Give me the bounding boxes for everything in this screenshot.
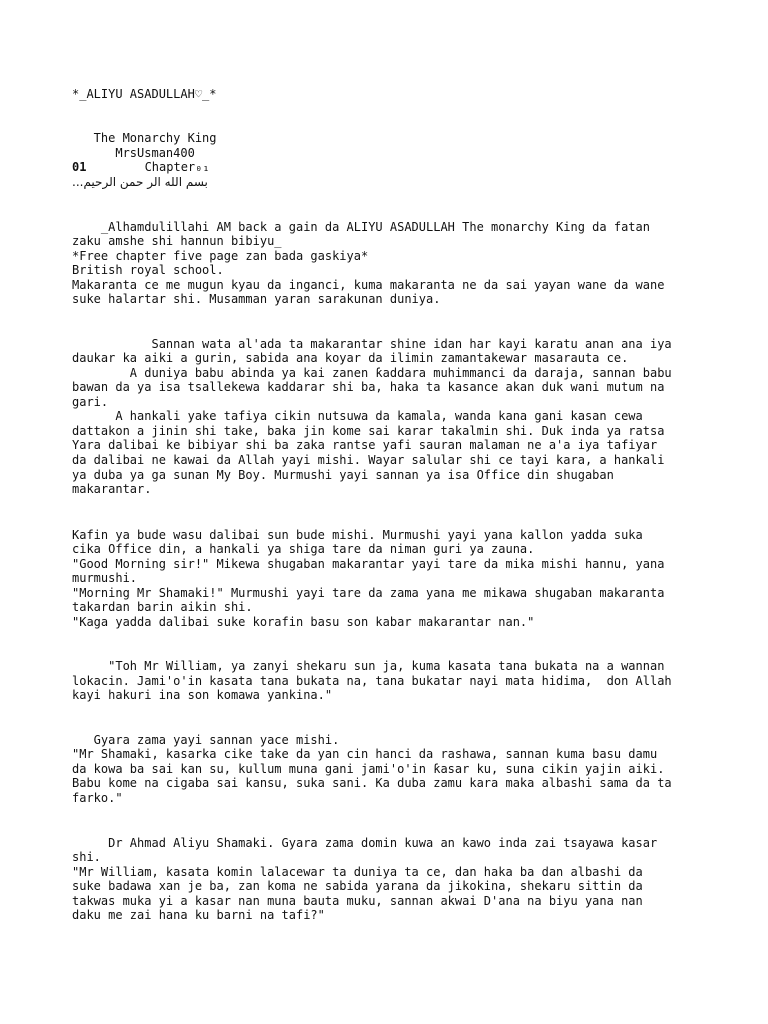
paragraph-line: zaku amshe shi hannun bibiyu_	[72, 234, 282, 248]
paragraph-line: A duniya babu abinda ya kai zanen ƙaddara muhimmanci da daraja, sannan babu	[72, 366, 672, 380]
paragraph-line: "Mr William, kasata komin lalacewar ta duniya ta ce, dan haka ba dan albashi da	[72, 865, 643, 879]
chapter-label: Chapter₀₁	[94, 160, 210, 174]
paragraph-line: murmushi.	[72, 571, 138, 585]
paragraph-line: da dalibai ne kawai da Allah yayi mishi. Wayar salular shi ce tayi kara, a hankali	[72, 453, 665, 467]
paragraph-line: "Toh Mr William, ya zanyi shekaru sun ja, kuma kasata tana bukata na a wannan	[72, 659, 665, 673]
paragraph-line: "Good Morning sir!" Mikewa shugaban makarantar yayi tare da mika mishi hannu, yana	[72, 557, 665, 571]
paragraph-line: Makaranta ce me mugun kyau da inganci, kuma makaranta ne da sai ƴaƴan wane da wane	[72, 278, 665, 292]
paragraph-line: *Free chapter five page zan bada gaskiya*	[72, 249, 369, 263]
paragraph-line: "Mr Shamaki, kasarka cike take da yan cin hanci da rashawa, sannan kuma basu damu	[72, 747, 658, 761]
paragraph-line: "Kaga yadda dalibai suke korafin basu son kabar makarantar nan."	[72, 615, 535, 629]
paragraph-line: "Morning Mr Shamaki!" Murmushi yayi tare da zama yana me mikawa shugaban makaranta	[72, 586, 665, 600]
paragraph-line: farko."	[72, 791, 123, 805]
paragraph-line: takwas muka yi a kasar nan muna bauta muku, sannan akwai D'ana na biyu yana nan	[72, 894, 643, 908]
paragraph-line: gari.	[72, 395, 109, 409]
paragraph-line: daukar ka aiki a gurin, sabida ana koyar da ilimin zamantakewar masarauta ce.	[72, 351, 629, 365]
paragraph-line: British royal school.	[72, 263, 224, 277]
paragraph-line: makarantar.	[72, 482, 152, 496]
paragraph-line: daku me zai hana ku barni na tafi?"	[72, 908, 325, 922]
paragraph-line: takardan barin aikin shi.	[72, 600, 253, 614]
paragraph-line: Sannan wata al'ada ta makarantar shine idan har kayi karatu anan ana iya	[72, 337, 672, 351]
paragraph-line: Babu kome na cigaba sai kansu, suka sani. Ka duba zamu kara maka albashi sama da ta	[72, 776, 672, 790]
paragraph-line: da kowa ba sai kan su, kullum muna gani jami'o'in ƙasar ku, suna cikin yajin aiki.	[72, 762, 665, 776]
author-tag: *_ALIYU ASADULLAH♡_*	[72, 87, 217, 101]
chapter-number: 01	[72, 160, 87, 174]
paragraph-line: shi.	[72, 850, 101, 864]
book-title: The Monarchy King	[72, 131, 217, 145]
paragraph-line: _Alhamdulillahi AM back a gain da ALIYU ASADULLAH The monarchy King da fatan	[72, 220, 650, 234]
paragraph-line: Kafin ya bude wasu dalibai sun bude mishi. Murmushi yayi yana kallon yadda suka	[72, 528, 643, 542]
paragraph-line: dattakon a jinin shi take, baka jin kome sai karar takalmin shi. Duk inda ya ratsa	[72, 424, 665, 438]
paragraph-line: lokacin. Jami'o'in kasata tana bukata na, tana bukatar nayi mata hidima, don Allah	[72, 674, 672, 688]
paragraph-line: suke badawa xan je ba, zan koma ne sabida yarana da jikokina, shekaru sittin da	[72, 879, 643, 893]
paragraph-line: Yara dalibai ke bibiyar shi ba zaka rantse yafi sauran malaman ne a'a iya tafiyar	[72, 438, 658, 452]
paragraph-line: bawan da ya isa tsallekewa kaddarar shi ba, haka ta kasance akan duk wani mutum na	[72, 380, 665, 394]
author-name: MrsUsman400	[72, 146, 195, 160]
paragraph-line: Gyara zama yayi sannan yace mishi.	[72, 733, 340, 747]
paragraph-line: Dr Ahmad Aliyu Shamaki. Gyara zama domin kuwa an kawo inda zai tsayawa kasar	[72, 836, 658, 850]
paragraph-line: ya duba ya ga sunan My Boy. Murmushi yayi sannan ya isa Office din shugaban	[72, 468, 614, 482]
paragraph-line: A hankali yake tafiya cikin nutsuwa da kamala, wanda kana gani kasan cewa	[72, 409, 643, 423]
paragraph-line: suke halartar shi. Musamman yaran sarakunan duniya.	[72, 292, 441, 306]
paragraph-line: cika Office din, a hankali ya shiga tare da niman guri ya zauna.	[72, 542, 535, 556]
bismillah: بسم الله الر حمن الرحيم...	[72, 175, 208, 189]
paragraph-line: kayi hakuri ina son komawa yankina."	[72, 688, 333, 702]
